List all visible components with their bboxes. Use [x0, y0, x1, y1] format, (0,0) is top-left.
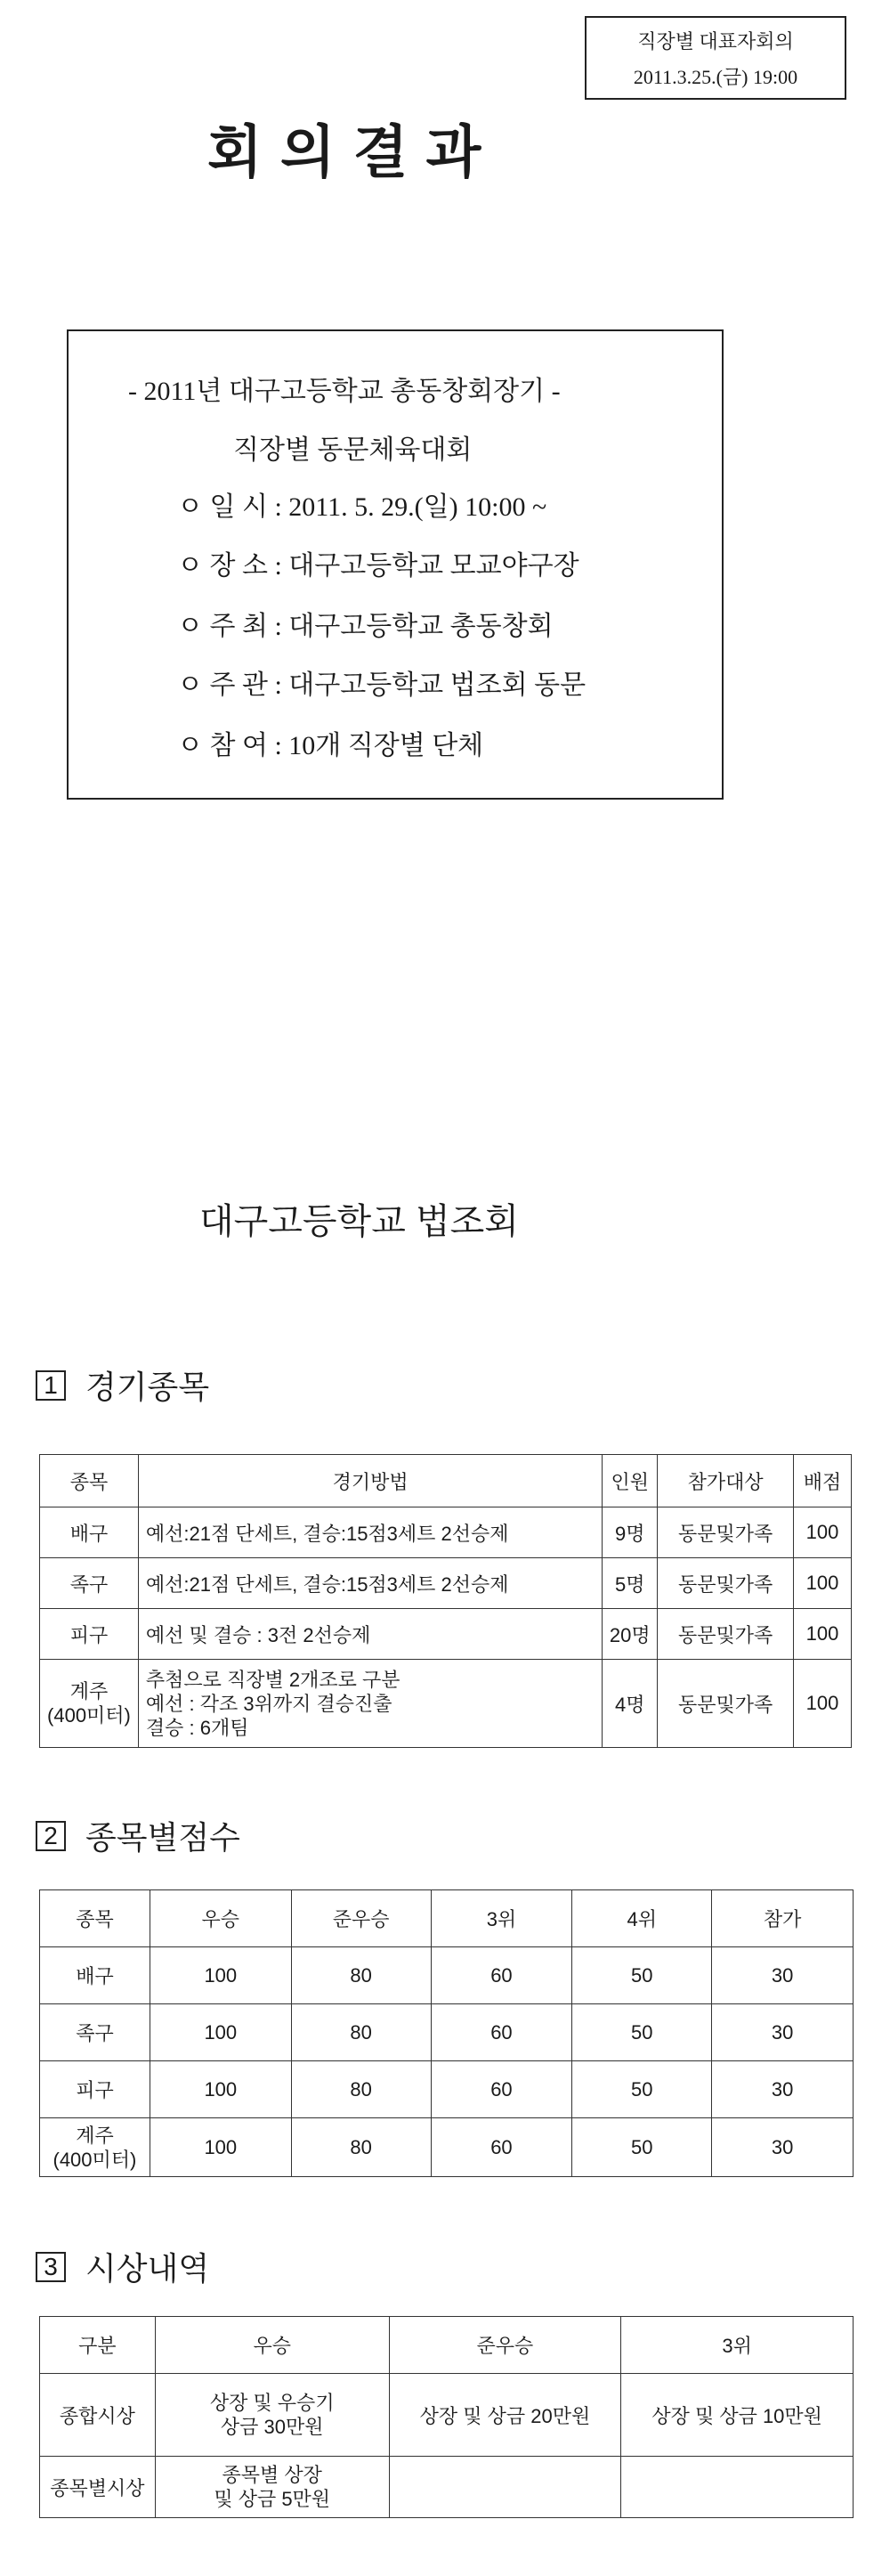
meeting-info-box: [585, 16, 846, 100]
section-number: 1: [36, 1370, 66, 1401]
score-cell: 30: [712, 1947, 854, 2004]
event-name-line: 계주: [69, 1680, 109, 1702]
meeting-name: 직장별 대표자회의: [637, 30, 794, 53]
method-cell: 예선 및 결승 : 3전 2선승제: [138, 1609, 602, 1660]
score-cell: 100: [150, 2004, 291, 2061]
score-cell: 60: [431, 2004, 572, 2061]
method-line: 예선 : 각조 3위까지 결승진출: [145, 1692, 392, 1715]
section-number: 2: [36, 1821, 66, 1851]
score-cell: 50: [572, 2004, 712, 2061]
event-name-line: (400미터): [53, 2148, 137, 2171]
score-cell: 80: [291, 2061, 431, 2118]
header-cell: 4위: [572, 1890, 712, 1947]
event-cell: 배구: [40, 1947, 150, 2004]
section-awards-heading: [36, 2244, 209, 2289]
table-row: [40, 2118, 854, 2177]
events-table: [39, 1454, 852, 1748]
section-number: 3: [36, 2252, 66, 2282]
score-cell: 50: [572, 2118, 712, 2177]
score-cell: 60: [431, 2118, 572, 2177]
method-line: 결승 : 6개팀: [145, 1716, 249, 1739]
people-cell: 20명: [603, 1609, 658, 1660]
table-header-row: [40, 1455, 852, 1507]
score-cell: 100: [150, 2118, 291, 2177]
header-cell: 배점: [794, 1455, 852, 1507]
header-cell: 준우승: [389, 2317, 621, 2374]
points-cell: 100: [794, 1609, 852, 1660]
awards-table: [39, 2316, 854, 2518]
points-cell: 100: [794, 1660, 852, 1748]
header-cell: 종목: [40, 1455, 139, 1507]
table-row: [40, 1660, 852, 1748]
section-title: 경기종목: [85, 1369, 210, 1405]
category-cell: 종합시상: [40, 2374, 156, 2457]
header-cell: 우승: [155, 2317, 389, 2374]
event-name-line: 계주: [76, 2124, 114, 2147]
people-cell: 9명: [603, 1507, 658, 1558]
first-prize-cell: [155, 2457, 389, 2518]
score-cell: 60: [431, 2061, 572, 2118]
third-prize-cell: 상장 및 상금 10만원: [621, 2374, 854, 2457]
header-cell: 3위: [431, 1890, 572, 1947]
header-cell: 3위: [621, 2317, 854, 2374]
second-prize-cell: 상장 및 상금 20만원: [389, 2374, 621, 2457]
event-organizer: ㅇ 주 관 : 대구고등학교 법조회 동문: [177, 670, 587, 700]
method-cell: [138, 1660, 602, 1748]
target-cell: 동문및가족: [658, 1609, 794, 1660]
second-prize-cell: [389, 2457, 621, 2518]
score-cell: 30: [712, 2004, 854, 2061]
score-cell: 80: [291, 2118, 431, 2177]
target-cell: 동문및가족: [658, 1558, 794, 1609]
header-cell: 경기방법: [138, 1455, 602, 1507]
prize-line: 및 상금 5만원: [214, 2488, 331, 2510]
event-cell: [40, 1660, 139, 1748]
scores-table: [39, 1889, 854, 2177]
event-cell: 피구: [40, 2061, 150, 2118]
method-cell: 예선:21점 단세트, 결승:15점3세트 2선승제: [138, 1507, 602, 1558]
points-cell: 100: [794, 1507, 852, 1558]
people-cell: 5명: [603, 1558, 658, 1609]
score-cell: 50: [572, 2061, 712, 2118]
prize-line: 상장 및 우승기: [209, 2392, 335, 2414]
header-cell: 준우승: [291, 1890, 431, 1947]
score-cell: 50: [572, 1947, 712, 2004]
event-cell: 배구: [40, 1507, 139, 1558]
third-prize-cell: [621, 2457, 854, 2518]
method-line: 추첨으로 직장별 2개조로 구분: [145, 1668, 400, 1691]
header-cell: 종목: [40, 1890, 150, 1947]
event-cell: [40, 2118, 150, 2177]
event-participants: ㅇ 참 여 : 10개 직장별 단체: [177, 731, 484, 760]
table-row: [40, 1947, 854, 2004]
table-row: [40, 1507, 852, 1558]
header-cell: 참가: [712, 1890, 854, 1947]
header-cell: 구분: [40, 2317, 156, 2374]
event-date: ㅇ 일 시 : 2011. 5. 29.(일) 10:00 ~: [177, 492, 547, 522]
event-cell: 족구: [40, 1558, 139, 1609]
category-cell: 종목별시상: [40, 2457, 156, 2518]
score-cell: 30: [712, 2118, 854, 2177]
event-cell: 족구: [40, 2004, 150, 2061]
method-cell: 예선:21점 단세트, 결승:15점3세트 2선승제: [138, 1558, 602, 1609]
section-scores-heading: [36, 1813, 240, 1858]
prize-line: 상금 30만원: [220, 2416, 324, 2438]
table-row: [40, 2457, 854, 2518]
event-info-box: [67, 329, 724, 800]
score-cell: 100: [150, 2061, 291, 2118]
header-cell: 인원: [603, 1455, 658, 1507]
table-row: [40, 2374, 854, 2457]
prize-line: 종목별 상장: [222, 2464, 322, 2486]
section-events-heading: [36, 1362, 209, 1408]
header-cell: 참가대상: [658, 1455, 794, 1507]
score-cell: 100: [150, 1947, 291, 2004]
header-cell: 우승: [150, 1890, 291, 1947]
table-header-row: [40, 2317, 854, 2374]
score-cell: 60: [431, 1947, 572, 2004]
table-row: [40, 2061, 854, 2118]
meeting-datetime: 2011.3.25.(금) 19:00: [633, 66, 798, 88]
section-title: 종목별점수: [85, 1819, 240, 1856]
table-row: [40, 1609, 852, 1660]
points-cell: 100: [794, 1558, 852, 1609]
target-cell: 동문및가족: [658, 1507, 794, 1558]
table-header-row: [40, 1890, 854, 1947]
target-cell: 동문및가족: [658, 1660, 794, 1748]
event-name-line: (400미터): [47, 1704, 131, 1727]
event-host: ㅇ 주 최 : 대구고등학교 총동창회: [177, 612, 554, 641]
section-title: 시상내역: [85, 2250, 210, 2287]
score-cell: 30: [712, 2061, 854, 2118]
page-title: 회의결과: [207, 120, 499, 186]
table-row: [40, 1558, 852, 1609]
event-subheading: 직장별 동문체육대회: [233, 435, 473, 465]
table-row: [40, 2004, 854, 2061]
event-heading: - 2011년 대구고등학교 총동창회장기 -: [128, 377, 561, 406]
score-cell: 80: [291, 2004, 431, 2061]
event-cell: 피구: [40, 1609, 139, 1660]
first-prize-cell: [155, 2374, 389, 2457]
people-cell: 4명: [603, 1660, 658, 1748]
event-venue: ㅇ 장 소 : 대구고등학교 모교야구장: [177, 551, 579, 581]
organization-name: 대구고등학교 법조회: [199, 1202, 519, 1241]
score-cell: 80: [291, 1947, 431, 2004]
